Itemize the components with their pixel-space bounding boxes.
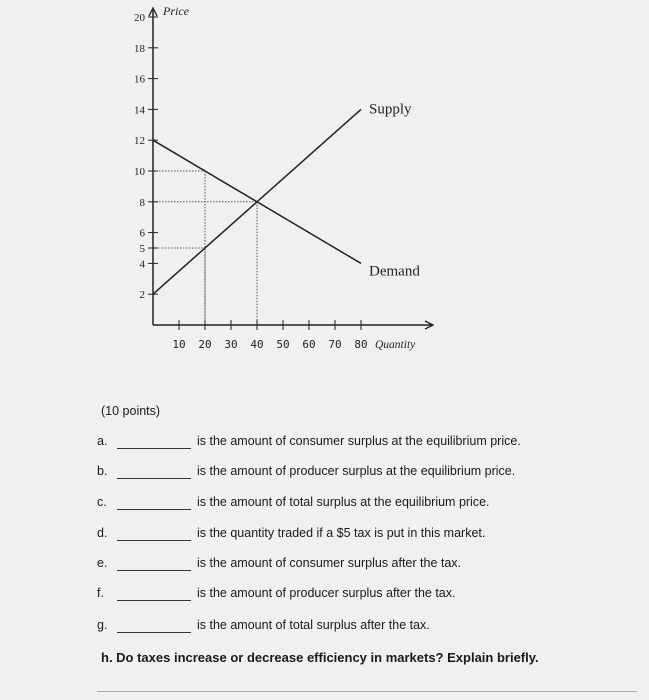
x-tick-label: 30 [224,338,238,351]
question-text: is the amount of consumer surplus at the equilibrium price. [197,434,521,448]
question-letter: e. [97,556,108,570]
question-d [97,526,637,544]
x-axis-label: Quantity [375,339,416,351]
answer-blank-a[interactable] [117,448,191,449]
y-tick-label: 12 [134,135,145,148]
y-tick-label: 5 [139,243,145,255]
y-axis-label: Price [163,4,189,18]
answer-blank-c[interactable] [117,509,191,510]
y-tick-label: 10 [134,166,145,178]
question-text: is the amount of consumer surplus after the tax. [197,556,462,570]
y-tick-label: 14 [134,104,145,117]
question-text: is the amount of total surplus at the equilibrium price. [197,495,490,509]
question-letter: a. [97,434,108,448]
question-f [97,586,637,604]
x-tick-label: 40 [250,338,264,351]
question-a [97,434,637,452]
x-tick-label: 20 [198,338,212,351]
answer-blank-b[interactable] [117,478,191,479]
chart-ticks [148,17,361,330]
supply-label: Supply [369,101,412,118]
question-e [97,556,637,574]
chart-axes [149,8,433,329]
y-tick-label: 18 [134,42,145,55]
y-tick-label: 2 [139,289,145,302]
x-tick-label: 80 [354,338,368,351]
y-tick-label: 8 [139,196,145,209]
question-letter: b. [97,464,108,478]
y-tick-label: 16 [134,73,145,86]
y-tick-label: 6 [139,227,145,240]
x-tick-label: 50 [276,338,290,351]
question-text: is the amount of producer surplus at the equilibrium price. [197,464,516,478]
chart-labels [134,4,420,351]
y-tick-label: 20 [134,12,145,24]
y-tick-label: 4 [139,258,145,271]
question-c [97,495,637,513]
question-text: is the quantity traded if a $5 tax is put in this market. [197,526,486,540]
demand-label: Demand [369,263,420,280]
answer-blank-d[interactable] [117,540,191,541]
answer-blank-g[interactable] [117,632,191,633]
question-text: is the amount of producer surplus after the tax. [197,586,456,600]
x-tick-label: 70 [328,338,342,351]
question-letter: d. [97,526,108,540]
answer-blank-e[interactable] [117,570,191,571]
answer-line-h[interactable] [97,691,637,692]
answer-blank-f[interactable] [117,600,191,601]
questions-section [0,400,649,700]
question-letter: c. [97,495,107,509]
question-g [97,618,637,636]
question-letter: g. [97,618,108,632]
x-tick-label: 10 [172,338,186,351]
question-text: is the amount of total surplus after the tax. [197,618,430,632]
question-b [97,464,637,482]
points-label: (10 points) [101,404,161,418]
question-letter: f. [97,586,104,600]
x-tick-label: 60 [302,338,316,351]
question-h: h. Do taxes increase or decrease efficiency in markets? Explain briefly. [101,650,539,665]
